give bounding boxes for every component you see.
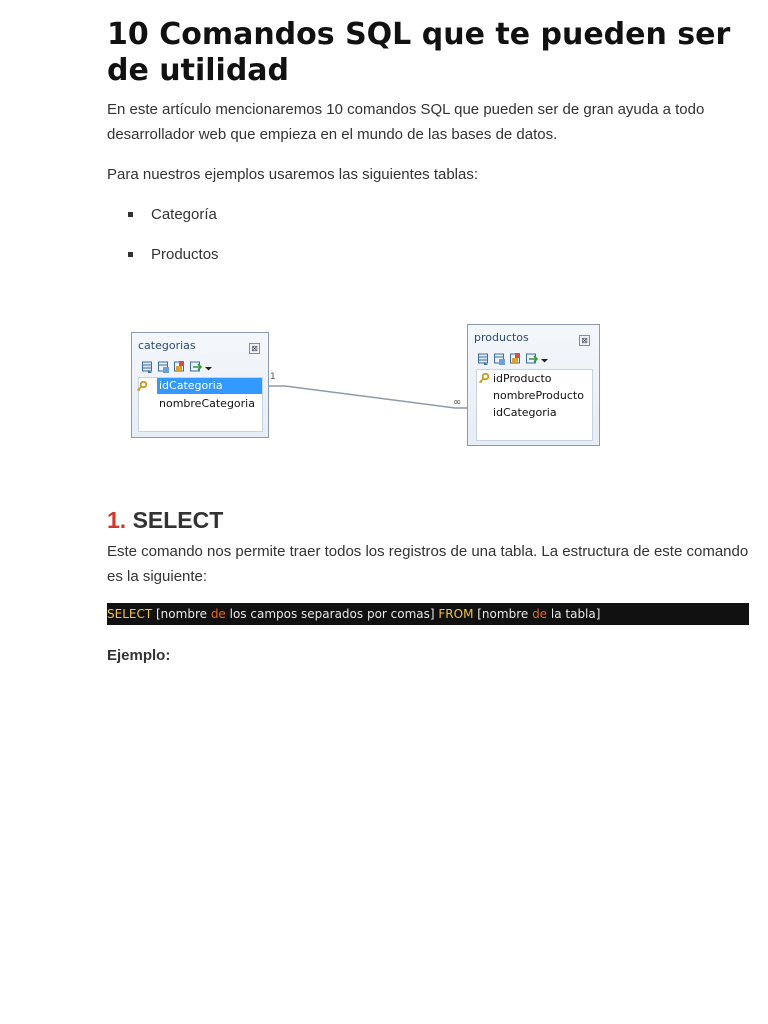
article-title: 10 Comandos SQL que te pueden ser de utilidad [107,17,731,88]
export-icon[interactable] [526,353,539,365]
list-item-label: Productos [151,246,219,263]
field-label: idCategoria [159,379,223,392]
table-title: categorias [138,339,196,352]
categorias-table[interactable] [131,332,269,438]
table-icon[interactable] [478,353,489,365]
code-text: [nombre [152,607,211,621]
field-row[interactable] [493,371,592,387]
table-edit-icon[interactable] [174,361,185,373]
list-item [128,245,219,265]
field-label: nombreProducto [493,389,584,402]
section-heading [107,505,223,535]
productos-table[interactable] [467,324,600,446]
section-description: Este comando nos permite traer todos los registros de una tabla. La estructura de este comando es la siguiente: [107,543,749,585]
primary-key-icon [479,373,489,383]
tables-intro: Para nuestros ejemplos usaremos las siguientes tablas: [107,166,479,183]
export-icon[interactable] [190,361,203,373]
relation-many-label: ∞ [453,397,462,408]
primary-key-icon [137,381,147,391]
field-label: idCategoria [493,406,557,419]
field-row[interactable] [159,396,262,412]
code-keyword: FROM [438,607,474,621]
list-item-label: Categoría [151,206,217,223]
close-icon[interactable]: ⊠ [249,343,260,354]
table-edit-icon[interactable] [510,353,521,365]
dropdown-arrow-icon[interactable] [205,361,212,373]
table-icon[interactable] [142,361,153,373]
table-add-icon[interactable] [494,353,505,365]
code-block [107,603,749,625]
field-label: idProducto [493,372,552,385]
field-row[interactable] [493,388,592,404]
table-add-icon[interactable] [158,361,169,373]
table-toolbar [142,361,242,375]
code-text: la tabla] [547,607,601,621]
field-row[interactable] [157,378,262,394]
relation-one-label: 1 [270,372,276,382]
code-keyword: de [532,607,548,621]
article-intro: En este artículo mencionaremos 10 comandos SQL que pueden ser de gran ayuda a todo desarrollador web que empieza en el mundo de las bases de datos. [107,101,705,143]
fields-list [476,369,593,441]
dropdown-arrow-icon[interactable] [541,353,548,365]
code-text: [nombre [473,607,533,621]
example-label: Ejemplo: [107,647,171,664]
close-icon[interactable]: ⊠ [579,335,590,346]
table-toolbar [478,353,578,367]
field-row[interactable] [493,405,592,421]
bullet-icon [128,252,133,257]
code-text: los campos separados por comas] [225,607,439,621]
bullet-icon [128,212,133,217]
field-label: nombreCategoria [159,397,255,410]
fields-list [138,377,263,432]
table-title: productos [474,331,529,344]
code-keyword: SELECT [107,607,153,621]
list-item [128,205,217,225]
code-keyword: de [210,607,226,621]
section-number: 1. [107,507,127,533]
section-title: SELECT [132,507,224,533]
